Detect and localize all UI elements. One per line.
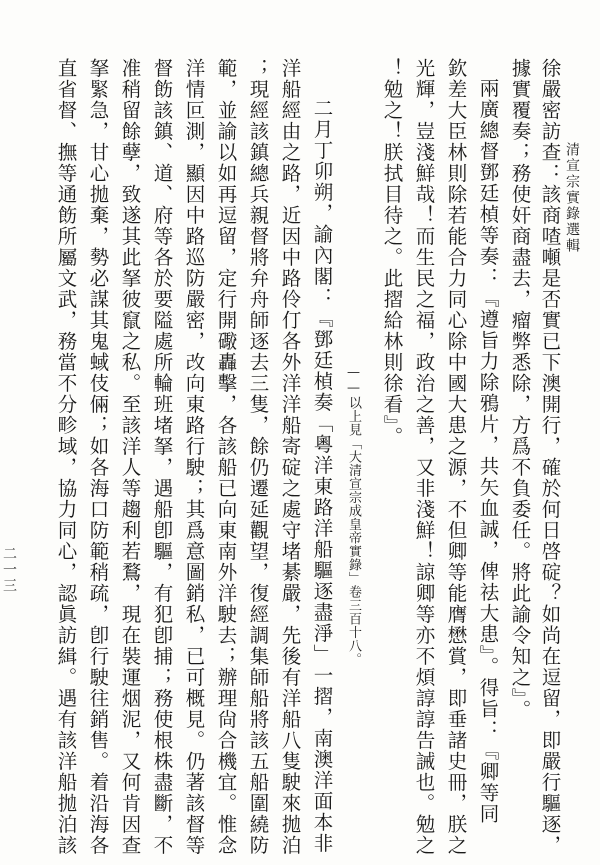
text-column: 督飭該鎮、道、府等各於要隘處所輪班堵拏，遇船卽驅，有犯卽捕；務使根株盡斷，不 — [150, 58, 174, 856]
source-citation: ——以上見「大清宣宗成皇帝實錄」卷三百十八。 — [346, 365, 361, 666]
text-column: 洋船經由之路，近因中路伶仃各外洋洋船寄碇之處守堵綦嚴，先後有洋船八隻駛來拋泊 — [278, 58, 302, 856]
text-column: 准稍留餘孽，致遂其此拏彼竄之私。至該洋人等趨利若鶩，現在裝運烟泥，又何肯因查 — [118, 58, 142, 856]
text-column: 光輝，豈淺鮮哉！而生民之福，政治之善，又非淺鮮！諒卿等亦不煩諄諄告誡也。勉之 — [412, 58, 436, 856]
text-column: ！勉之！朕拭目待之。此摺給林則徐看』。 — [380, 58, 404, 448]
text-column: 直省督、撫等通飭所屬文武，務當不分畛域，協力同心，認眞訪緝。遇有該洋船拋泊該 — [54, 58, 78, 856]
text-column: 徐嚴密訪查：該商喳噸是否實已下澳開行，確於何日啓碇？如尚在逗留，即嚴行驅逐， — [538, 58, 562, 856]
text-column: 欽差大臣林則除若能合力同心除中國大患之源，不但卿等能膺懋賞，即垂諸史冊，朕之 — [444, 58, 468, 856]
running-title: 清宣宗實錄選輯 — [564, 142, 580, 254]
page-number: 二一三 — [1, 546, 17, 594]
text-column: 據實覆奏；務使奸商盡去，瘤弊悉除，方爲不負委任。將此諭令知之』。 — [508, 58, 532, 721]
text-column: 拏緊急，甘心拋棄，勢必謀其鬼蜮伎倆；如各海口防範稍疏，卽行駛往銷售。着沿海各 — [86, 58, 110, 856]
text-column: 二月丁卯朔，諭內閣：『鄧廷楨奏「粵洋東路洋船驅逐盡淨」一摺，南澳洋面本非 — [310, 98, 334, 854]
text-column: 範，並諭以如再逗留，定行開礮轟擊，各該船已向東南外洋駛去；辦理尙合機宜。惟念 — [214, 58, 238, 856]
text-column: 兩廣總督鄧廷楨等奏：『遵旨力除鴉片，共矢血誠，俾祛大患』。得旨：『卿等同 — [476, 78, 500, 825]
text-column: ；現經該鎮總兵親督將弁舟師逐去三隻，餘仍遷延觀望，復經調集師船將該五船圍繞防 — [246, 58, 270, 856]
text-column: 洋情叵測，顯因中路巡防嚴密，改向東路行駛；其爲意圖銷私，已可概見。仍著該督等 — [182, 58, 206, 856]
